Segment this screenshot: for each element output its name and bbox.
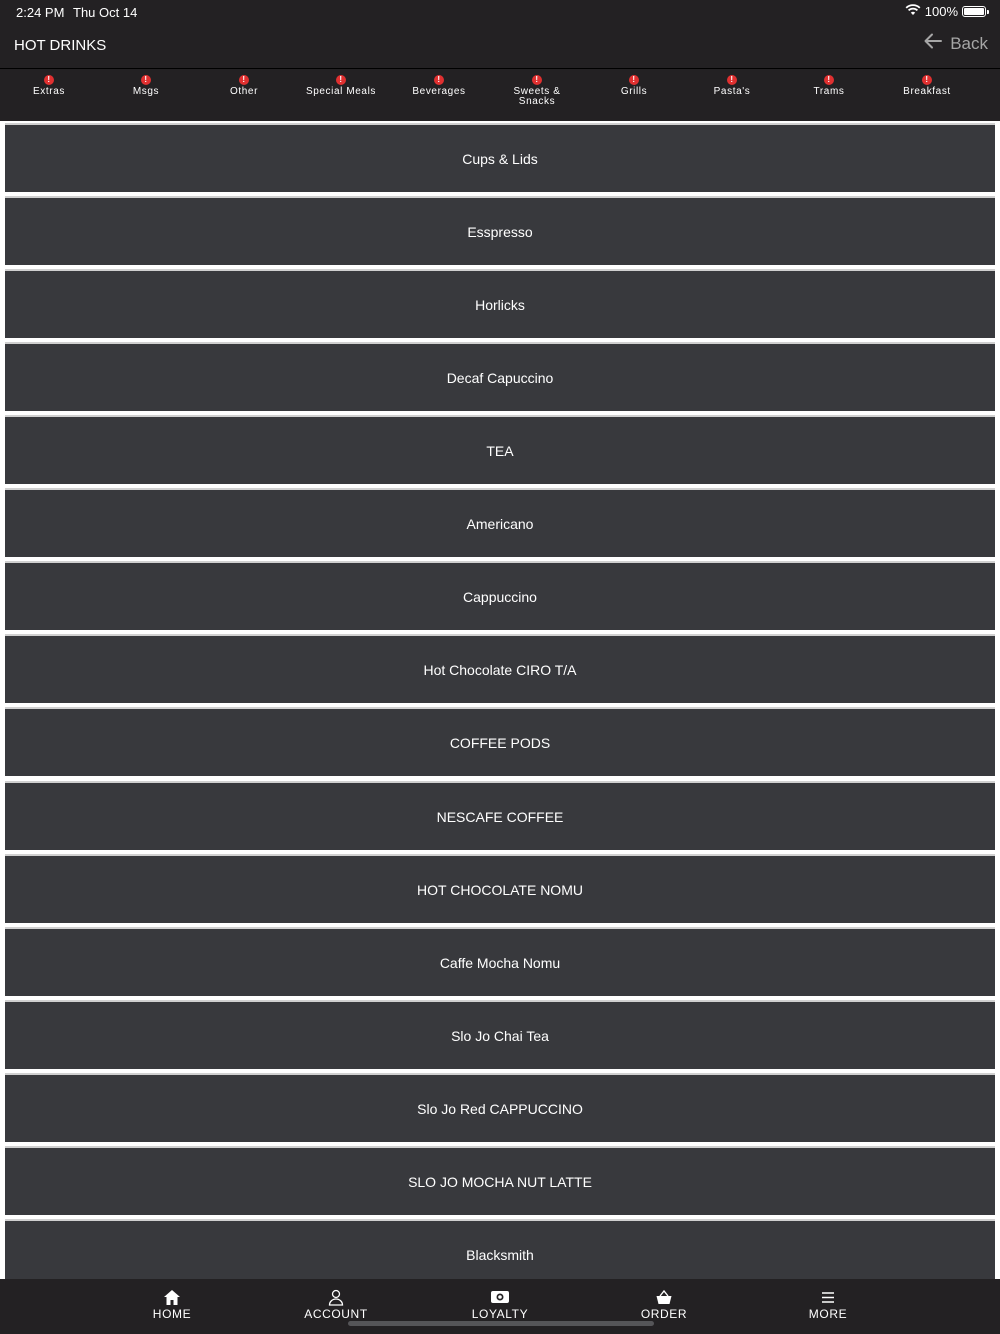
battery-percent: 100%: [924, 4, 958, 19]
status-time: 2:24 PM: [16, 5, 65, 20]
alert-badge-icon: !: [727, 75, 737, 85]
wifi-icon: [905, 4, 921, 19]
alert-badge-icon: !: [239, 75, 249, 85]
category-label: Trams: [813, 86, 845, 97]
category-tab-special-meals[interactable]: [292, 73, 390, 97]
list-item-label: Blacksmith: [466, 1246, 534, 1263]
home-icon: [112, 1289, 232, 1306]
list-item-label: TEA: [486, 442, 514, 459]
list-item[interactable]: [5, 927, 995, 996]
list-item-label: Americano: [466, 515, 534, 532]
header: [0, 24, 1000, 68]
nav-account[interactable]: [276, 1289, 396, 1321]
category-tab-msgs[interactable]: [97, 73, 195, 97]
list-item-label: Slo Jo Chai Tea: [451, 1027, 549, 1044]
list-item-label: Horlicks: [475, 296, 525, 313]
back-button[interactable]: [924, 33, 988, 54]
page-title: HOT DRINKS: [14, 37, 107, 54]
list-item-label: Cappuccino: [463, 588, 537, 605]
nav-order[interactable]: [604, 1289, 724, 1321]
category-label: Breakfast: [903, 86, 951, 97]
battery-fill: [964, 8, 984, 15]
nav-more-label: MORE: [808, 1307, 848, 1321]
alert-badge-icon: !: [532, 75, 542, 85]
list-item[interactable]: [5, 1146, 995, 1215]
category-tab-extras[interactable]: [0, 73, 98, 97]
nav-more[interactable]: [768, 1289, 888, 1321]
list-item[interactable]: [5, 854, 995, 923]
category-label: Special Meals: [305, 86, 377, 97]
alert-badge-icon: !: [336, 75, 346, 85]
home-indicator: [348, 1321, 654, 1326]
list-item[interactable]: [5, 561, 995, 630]
status-date: Thu Oct 14: [73, 5, 138, 20]
category-tab-trams[interactable]: [780, 73, 878, 97]
list-item-label: Hot Chocolate CIRO T/A: [423, 661, 577, 678]
category-tab-breakfast[interactable]: [878, 73, 976, 97]
alert-badge-icon: !: [434, 75, 444, 85]
list-item-label: Esspresso: [467, 223, 533, 240]
category-label: Msgs: [132, 86, 160, 97]
status-bar: [0, 0, 1000, 24]
list-item[interactable]: [5, 1000, 995, 1069]
list-item-label: Caffe Mocha Nomu: [439, 954, 561, 971]
alert-badge-icon: !: [824, 75, 834, 85]
category-tab-beverages[interactable]: [390, 73, 488, 97]
category-tab-pastas[interactable]: [683, 73, 781, 97]
category-label: Grills: [620, 86, 648, 97]
nav-home-label: HOME: [152, 1307, 192, 1321]
list-item[interactable]: [5, 781, 995, 850]
basket-icon: [604, 1289, 724, 1306]
menu-icon: [768, 1289, 888, 1306]
list-item[interactable]: [5, 415, 995, 484]
category-label: Pasta's: [713, 86, 751, 97]
nav-order-label: ORDER: [640, 1307, 688, 1321]
nav-loyalty-label: LOYALTY: [471, 1307, 529, 1321]
alert-badge-icon: !: [922, 75, 932, 85]
category-label: Extras: [33, 86, 65, 97]
status-right: [905, 4, 986, 19]
list-item-label: NESCAFE COFFEE: [436, 808, 564, 825]
list-item-label: Cups & Lids: [462, 150, 538, 167]
category-label: Other: [229, 86, 258, 97]
alert-badge-icon: !: [44, 75, 54, 85]
alert-badge-icon: !: [141, 75, 151, 85]
product-list[interactable]: [0, 121, 1000, 1279]
list-item-label: SLO JO MOCHA NUT LATTE: [408, 1173, 592, 1190]
list-item[interactable]: [5, 707, 995, 776]
user-icon: [276, 1289, 396, 1306]
back-label: Back: [950, 33, 988, 53]
arrow-left-icon: [924, 33, 942, 54]
list-item[interactable]: [5, 1073, 995, 1142]
list-item[interactable]: [5, 123, 995, 192]
nav-loyalty[interactable]: [440, 1289, 560, 1321]
list-item-label: Slo Jo Red CAPPUCCINO: [417, 1100, 583, 1117]
nav-account-label: ACCOUNT: [304, 1307, 368, 1321]
list-item-label: Decaf Capuccino: [446, 369, 554, 386]
nav-home[interactable]: [112, 1289, 232, 1321]
loyalty-icon: [440, 1289, 560, 1306]
list-item[interactable]: [5, 634, 995, 703]
category-tabs: [0, 68, 1000, 121]
category-tab-other[interactable]: [195, 73, 293, 97]
category-label: Sweets & Snacks: [513, 86, 561, 107]
category-tab-sweets-snacks[interactable]: [488, 73, 586, 107]
category-label: Beverages: [412, 86, 466, 97]
list-item[interactable]: [5, 1219, 995, 1279]
category-tab-grills[interactable]: [585, 73, 683, 97]
list-item[interactable]: [5, 342, 995, 411]
list-item[interactable]: [5, 269, 995, 338]
list-item-label: HOT CHOCOLATE NOMU: [417, 881, 583, 898]
battery-icon: [962, 6, 986, 17]
list-item-label: COFFEE PODS: [449, 734, 551, 751]
list-item[interactable]: [5, 196, 995, 265]
alert-badge-icon: !: [629, 75, 639, 85]
list-item[interactable]: [5, 488, 995, 557]
